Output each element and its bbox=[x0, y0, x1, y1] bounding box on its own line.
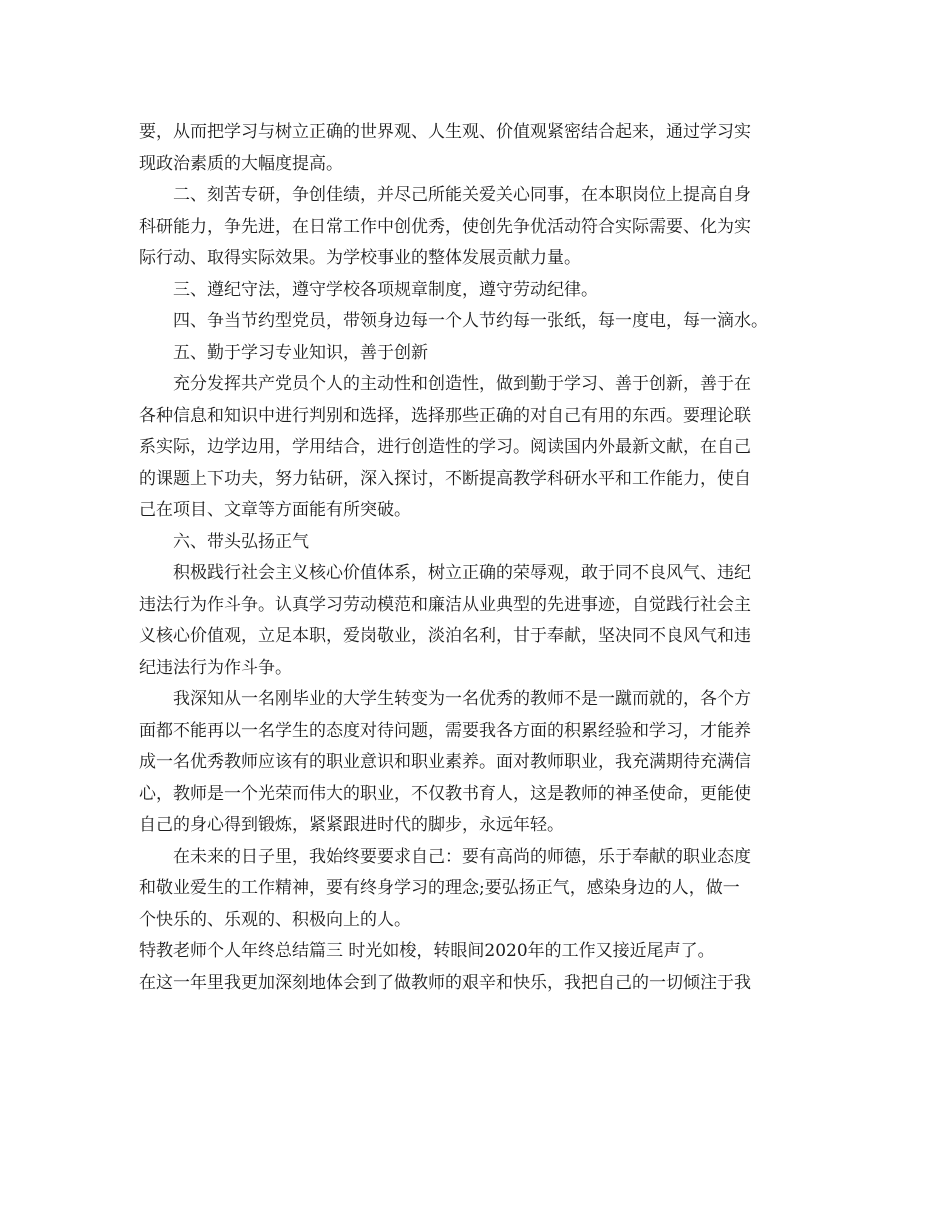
text-line: 特教老师个人年终总结篇三 时光如梭，转眼间2020年的工作又接近尾声了。 bbox=[139, 941, 715, 961]
text-line: 纪违法行为作斗争。 bbox=[139, 657, 292, 678]
text-line: 系实际，边学边用，学用结合，进行创造性的学习。阅读国内外最新文献，在自己 bbox=[139, 437, 751, 457]
text-line: 现政治素质的大幅度提高。 bbox=[139, 153, 343, 174]
text-line: 要，从而把学习与树立正确的世界观、人生观、价值观紧密结合起来，通过学习实 bbox=[139, 122, 751, 142]
text-line: 违法行为作斗争。认真学习劳动模范和廉洁从业典型的先进事迹，自觉践行社会主 bbox=[139, 594, 751, 615]
text-line: 自己的身心得到锻炼，紧紧跟进时代的脚步，永远年轻。 bbox=[139, 815, 564, 835]
text-line: 的课题上下功夫，努力钻研，深入探讨，不断提高教学科研水平和工作能力，使自 bbox=[139, 468, 751, 489]
text-line: 六、带头弘扬正气 bbox=[173, 531, 309, 552]
text-line: 在未来的日子里，我始终要要求自己：要有高尚的师德，乐于奉献的职业态度 bbox=[173, 846, 751, 867]
text-line: 心，教师是一个光荣而伟大的职业，不仅教书育人，这是教师的神圣使命，更能使 bbox=[139, 783, 751, 804]
text-line: 我深知从一名刚毕业的大学生转变为一名优秀的教师不是一蹴而就的，各个方 bbox=[173, 689, 751, 709]
text-line: 在这一年里我更加深刻地体会到了做教师的艰辛和快乐，我把自己的一切倾注于我 bbox=[139, 972, 751, 993]
text-line: 际行动、取得实际效果。为学校事业的整体发展贡献力量。 bbox=[139, 248, 581, 268]
text-line: 三、遵纪守法，遵守学校各项规章制度，遵守劳动纪律。 bbox=[173, 279, 598, 300]
text-line: 面都不能再以一名学生的态度对待问题，需要我各方面的积累经验和学习，才能养 bbox=[139, 720, 751, 741]
text-line: 科研能力，争先进，在日常工作中创优秀，使创先争优活动符合实际需要、化为实 bbox=[139, 216, 751, 237]
text-line: 二、刻苦专研，争创佳绩，并尽己所能关爱关心同事，在本职岗位上提高自身 bbox=[173, 185, 751, 205]
text-line: 积极践行社会主义核心价值体系，树立正确的荣辱观，敢于同不良风气、违纪 bbox=[173, 563, 751, 583]
text-line: 四、争当节约型党员，带领身边每一个人节约每一张纸，每一度电，每一滴水。 bbox=[173, 311, 768, 331]
text-line: 和敬业爱生的工作精神，要有终身学习的理念;要弘扬正气，感染身边的人，做一 bbox=[139, 878, 740, 898]
text-line: 个快乐的、乐观的、积极向上的人。 bbox=[139, 909, 411, 930]
text-line: 己在项目、文章等方面能有所突破。 bbox=[139, 500, 411, 520]
text-line: 各种信息和知识中进行判别和选择，选择那些正确的对自己有用的东西。要理论联 bbox=[139, 405, 751, 426]
text-line: 成一名优秀教师应该有的职业意识和职业素养。面对教师职业，我充满期待充满信 bbox=[139, 752, 751, 772]
text-line: 充分发挥共产党员个人的主动性和创造性，做到勤于学习、善于创新，善于在 bbox=[173, 374, 751, 394]
text-line: 五、勤于学习专业知识，善于创新 bbox=[173, 342, 428, 363]
text-line: 义核心价值观，立足本职，爱岗敬业，淡泊名利，甘于奉献，坚决同不良风气和违 bbox=[139, 626, 751, 646]
document-page bbox=[139, 117, 829, 999]
